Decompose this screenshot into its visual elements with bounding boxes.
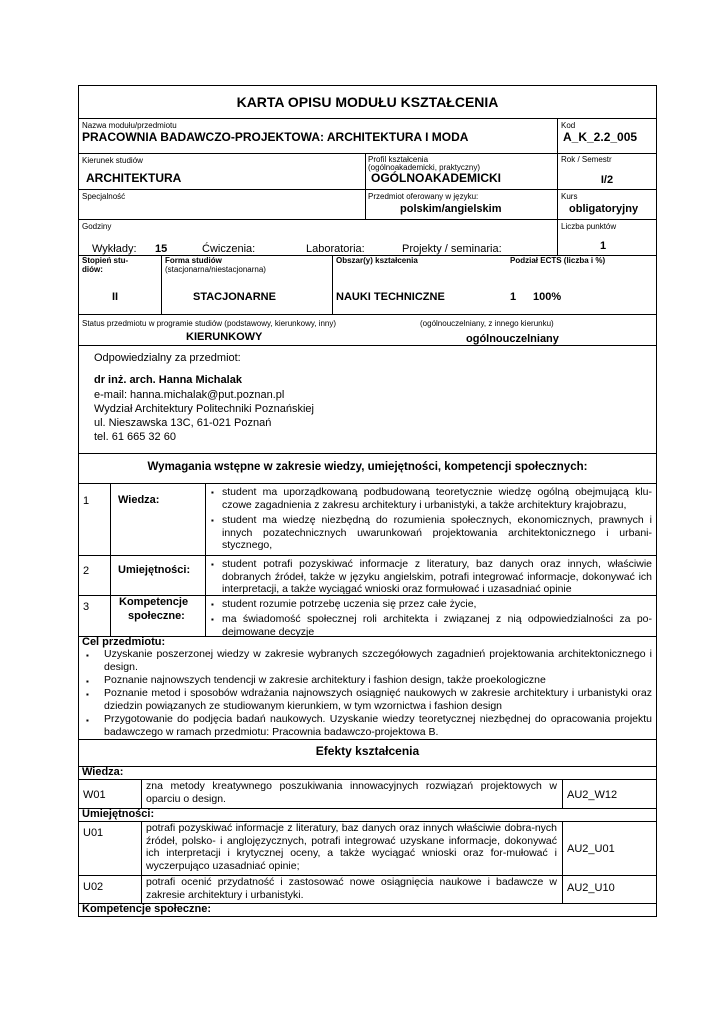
responsible-name: dr inż. arch. Hanna Michalak	[94, 374, 242, 386]
profile-label: Profil kształcenia	[368, 155, 429, 164]
skills-label: Umiejętności:	[82, 808, 155, 820]
code-value: A_K_2.2_005	[563, 130, 638, 144]
area-label: Obszar(y) kształcenia	[336, 256, 418, 265]
goal-item-3: Poznanie metod i sposobów wdrażania najnowszych osiągnięć naukowych w zakresie architektury i urbanistyki oraz dziedzin powiązanych ze studiowanym kierunkiem, w tym wzornictwa i fashion design	[104, 687, 652, 712]
outcome-w01-code: W01	[83, 789, 106, 801]
form-value: STACJONARNE	[193, 291, 276, 303]
field-label: Kierunek studiów	[82, 156, 143, 165]
degree-value: II	[112, 291, 119, 303]
language-label: Przedmiot oferowany w języku:	[368, 192, 479, 201]
outcome-u01-code: U01	[83, 827, 104, 839]
ects-split-number: 1	[510, 291, 517, 303]
code-label: Kod	[561, 121, 576, 130]
status-value: KIERUNKOWY	[186, 331, 263, 343]
ects-label: Liczba punktów	[561, 222, 617, 231]
outcomes-heading: Efekty kształcenia	[315, 744, 420, 758]
responsible-email: e-mail: hanna.michalak@put.poznan.pl	[94, 389, 285, 401]
module-name-value: PRACOWNIA BADAWCZO-PROJEKTOWA: ARCHITEKTURA I MODA	[82, 130, 469, 144]
profile-label-hint: (ogólnoakademicki, praktyczny)	[368, 163, 481, 172]
language-value: polskim/angielskim	[400, 203, 502, 215]
year-label: Rok / Semestr	[561, 155, 612, 164]
lab-label: Laboratoria:	[306, 243, 365, 255]
outcome-u02-text: potrafi ocenić przydatność i zastosować nowe osiągnięcia naukowe i badawcze w zakresie architektury i urbanistyki.	[146, 876, 557, 901]
degree-label: Stopień stu-	[82, 256, 129, 265]
responsible-label: Odpowiedzialny za przedmiot:	[94, 352, 241, 364]
profile-value: OGÓLNOAKADEMICKI	[371, 171, 501, 185]
outcome-u01-ref: AU2_U01	[567, 843, 615, 855]
req-2-name: Umiejętności:	[118, 564, 191, 576]
goal-item-1: Uzyskanie poszerzonej wiedzy w zakresie wybranych szczegółowych zagadnień projektowania architektonicznego i design.	[104, 648, 652, 673]
ects-value: 1	[600, 240, 607, 252]
specialty-label: Specjalność	[82, 192, 126, 201]
status-label-2: (ogólnouczelniany, z innego kierunku)	[420, 319, 554, 328]
goal-heading: Cel przedmiotu:	[82, 636, 166, 648]
req-3-name-2: społeczne:	[128, 610, 185, 622]
req-3-num: 3	[83, 601, 90, 613]
outcome-w01-ref: AU2_W12	[567, 789, 618, 801]
responsible-address: ul. Nieszawska 13C, 61-021 Poznań	[94, 417, 272, 429]
goal-item-4: Przygotowanie do podjęcia badań naukowych. Uzyskanie wiedzy teoretycznej niezbędnej do opracowania projektu badawczego w ramach przedmiotu: Pracownia badawczo-projektowa B.	[104, 713, 652, 738]
req-3-item-1: student rozumie potrzebę uczenia się przez całe życie,	[222, 598, 477, 610]
outcome-u02-code: U02	[83, 881, 104, 893]
form-label-hint: (stacjonarna/niestacjonarna)	[165, 265, 266, 274]
status-value-2: ogólnouczelniany	[466, 333, 559, 345]
competence-label: Kompetencje społeczne:	[82, 903, 211, 915]
goal-item-2: Poznanie najnowszych tendencji w zakresie architektury i fashion design, także proekologiczne	[104, 674, 546, 686]
module-name-label: Nazwa modułu/przedmiotu	[82, 121, 177, 130]
outcome-u02-ref: AU2_U10	[567, 882, 615, 894]
req-2-num: 2	[83, 565, 90, 577]
responsible-phone: tel. 61 665 32 60	[94, 431, 176, 443]
status-label: Status przedmiotu w programie studiów (podstawowy, kierunkowy, inny)	[82, 319, 337, 328]
degree-label-2: diów:	[82, 265, 103, 274]
req-1-item-1: student ma uporządkowaną podbudowaną teoretycznie wiedzę ogólną obejmującą klu-czowe zagadnienia z zakresu architektury i urbanistyki, a także architektury krajobrazu,	[222, 486, 652, 511]
req-3-name: Kompetencje	[119, 596, 189, 608]
year-value: I/2	[600, 174, 614, 186]
exercises-label: Ćwiczenia:	[202, 243, 256, 255]
course-label: Kurs	[561, 192, 578, 201]
card-title: KARTA OPISU MODUŁU KSZTAŁCENIA	[236, 94, 499, 110]
req-2-item-1: student potrafi pozyskiwać informacje z literatury, baz danych oraz innych, właściwie dobranych źródeł, także w języku angielskim, potrafi integrować informacje, dokonywać ich interpretacji, a także wyciągać wnioski oraz formułować i uzasadniać opinie	[222, 558, 652, 596]
responsible-dept: Wydział Architektury Politechniki Poznańskiej	[94, 403, 314, 415]
lectures-label: Wykłady:	[92, 243, 137, 255]
form-label: Forma studiów	[165, 256, 222, 265]
area-value: NAUKI TECHNICZNE	[336, 291, 445, 303]
course-value: obligatoryjny	[569, 203, 639, 215]
ects-split-label: Podział ECTS (liczba i %)	[510, 256, 606, 265]
req-1-item-2: student ma wiedzę niezbędną do rozumienia społecznych, ekonomicznych, prawnych i innych pozatechnicznych uwarunkowań projektowania architektonicznego i urbani-stycznego,	[222, 514, 652, 552]
req-1-num: 1	[83, 495, 90, 507]
projects-label: Projekty / seminaria:	[402, 243, 502, 255]
outcome-u01-text: potrafi pozyskiwać informacje z literatury, baz danych oraz innych właściwie dobra-nych źródeł, polsko- i anglojęzycznych, potrafi integrować uzyskane informacje, dokonywać ich interpretacji i krytycznej oceny, a także wyciągać wnioski oraz for-mułować i wyczerpująco uzasadniać opinie;	[146, 822, 557, 872]
requirements-heading: Wymagania wstępne w zakresie wiedzy, umiejętności, kompetencji społecznych:	[147, 461, 588, 473]
field-value: ARCHITEKTURA	[86, 171, 182, 185]
ects-split-percent: 100%	[533, 291, 562, 303]
hours-label: Godziny	[82, 222, 112, 231]
req-1-name: Wiedza:	[118, 494, 160, 506]
lectures-value: 15	[155, 243, 168, 255]
knowledge-label: Wiedza:	[82, 766, 124, 778]
req-3-item-2: ma świadomość społecznej roli architekta i związanej z nią odpowiedzialności za po-dejmowane decyzje	[222, 613, 652, 638]
outcome-w01-text: zna metody kreatywnego poszukiwania innowacyjnych rozwiązań projektowych w oparciu o design.	[146, 780, 557, 805]
